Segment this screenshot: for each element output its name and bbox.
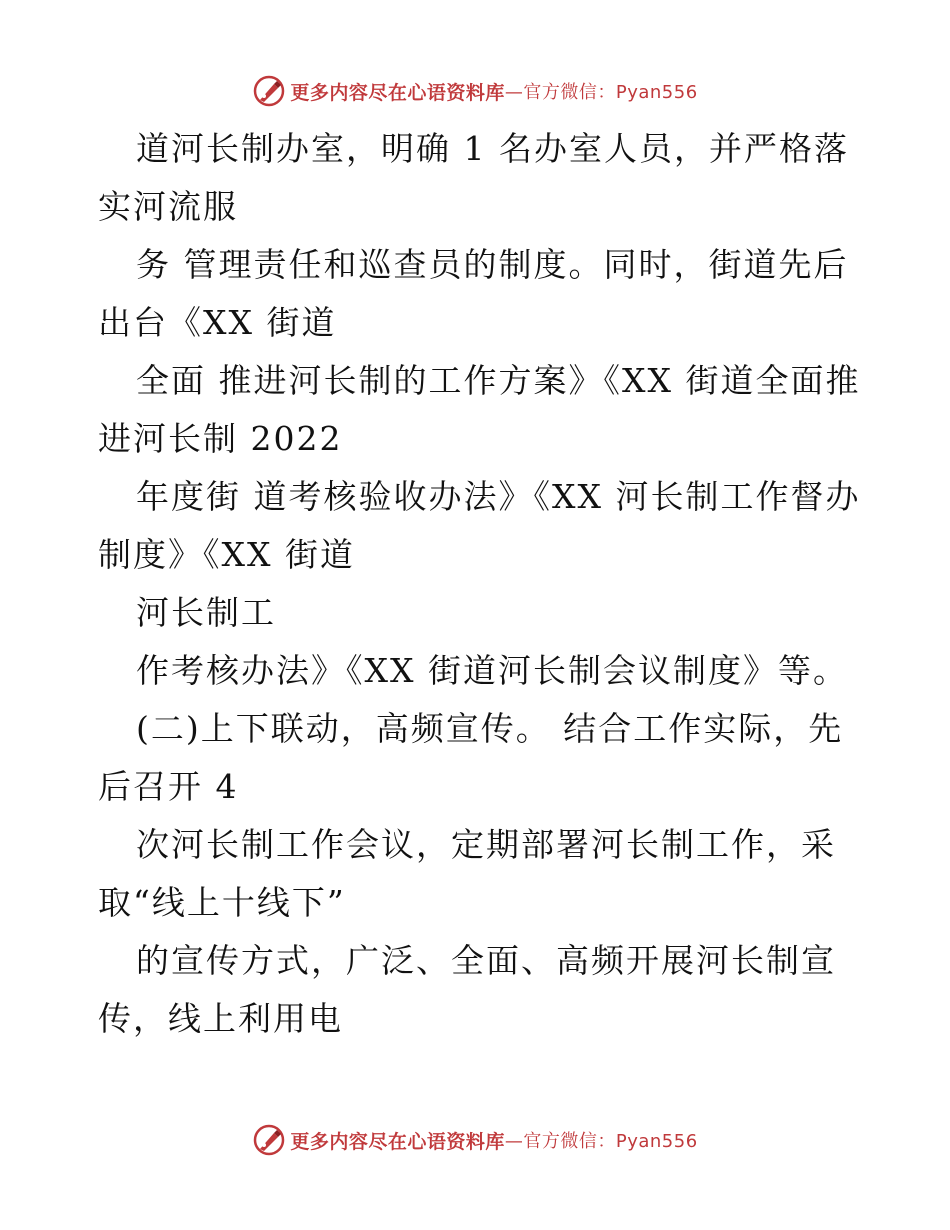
pen-logo-icon — [252, 1123, 286, 1157]
text-line: 河长制工 — [136, 593, 276, 632]
document-body — [98, 120, 878, 1048]
text-line: 年度街 道考核验收办法》《XX 河长制工作督办 — [136, 477, 861, 516]
banner-main-text: 更多内容尽在心语资料库 — [290, 81, 505, 104]
text-line: (二)上下联动，高频宣传。 结合工作实际，先 — [136, 709, 844, 748]
pen-logo-icon — [252, 74, 286, 108]
footer-banner — [0, 1120, 950, 1160]
text-line: 出台《XX 街道 — [98, 303, 337, 342]
text-line: 的宣传方式，广泛、全面、高频开展河长制宣 — [136, 941, 836, 980]
text-line: 务 管理责任和巡查员的制度。同时，街道先后 — [136, 245, 849, 284]
header-banner — [0, 71, 950, 111]
banner-main-text: 更多内容尽在心语资料库 — [290, 1130, 505, 1153]
banner-sub-text: —官方微信：Pyan556 — [504, 82, 698, 103]
text-line: 制度》《XX 街道 — [98, 535, 355, 574]
text-line: 全面 推进河长制的工作方案》《XX 街道全面推 — [136, 361, 861, 400]
text-line: 次河长制工作会议，定期部署河长制工作，采 — [136, 825, 836, 864]
text-line: 作考核办法》《XX 街道河长制会议制度》等。 — [136, 651, 848, 690]
text-line: 取“线上十线下” — [98, 883, 346, 922]
text-line: 后召开 4 — [98, 767, 239, 806]
text-line: 进河长制 2022 — [98, 419, 343, 458]
text-line: 传，线上利用电 — [98, 999, 343, 1038]
text-line: 实河流服 — [98, 187, 238, 226]
text-line: 道河长制办室，明确 1 名办室人员，并严格落 — [136, 129, 849, 168]
banner-sub-text: —官方微信：Pyan556 — [504, 1131, 698, 1152]
